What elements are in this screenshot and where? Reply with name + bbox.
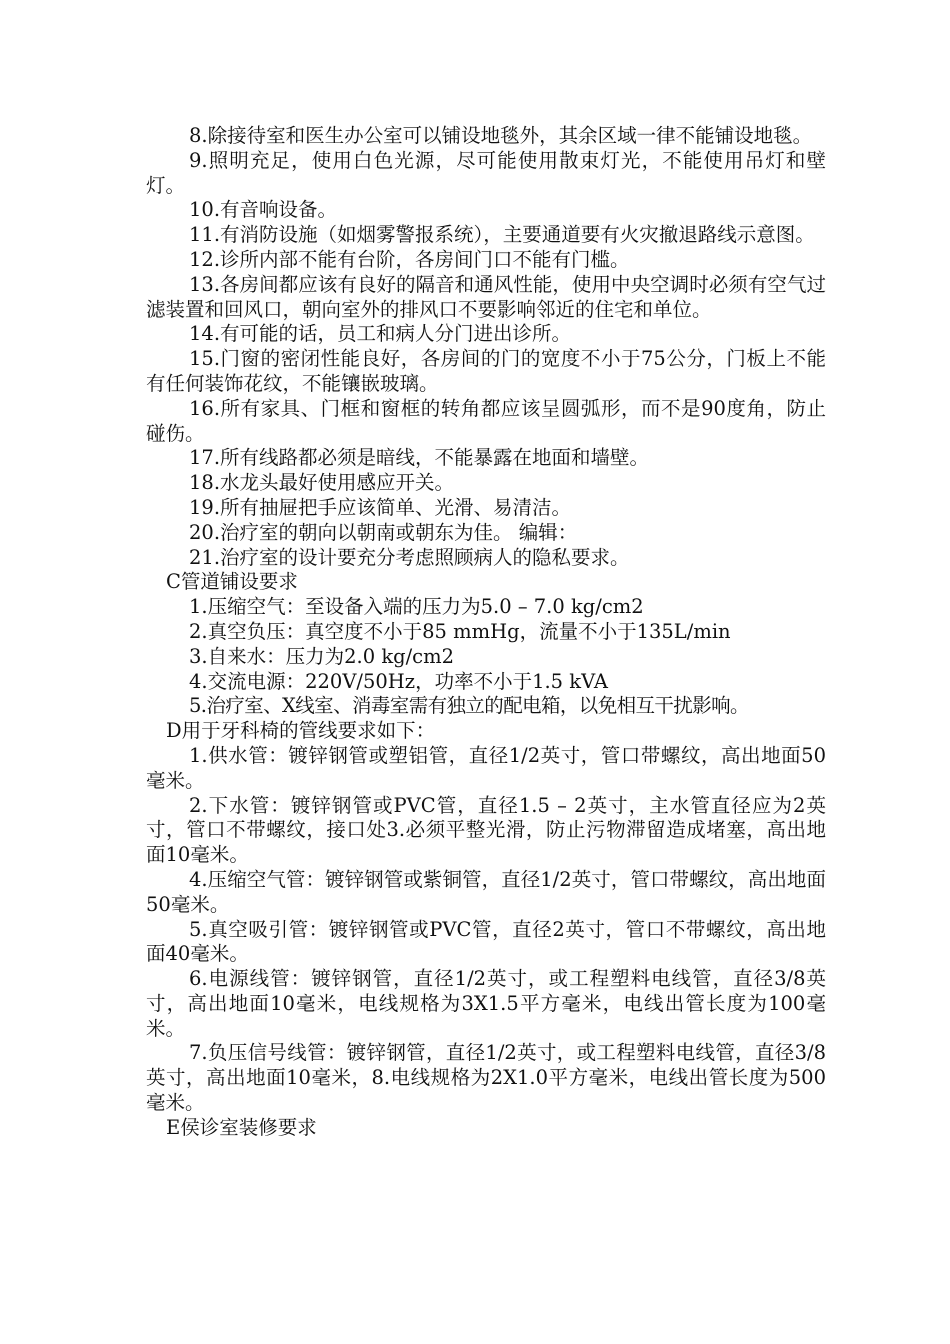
list-item: 18.水龙头最好使用感应开关。 <box>189 471 455 495</box>
list-item: 14.有可能的话，员工和病人分门进出诊所。 <box>189 322 572 346</box>
list-item: 20.治疗室的朝向以朝南或朝东为佳。 编辑： <box>189 520 578 544</box>
list-item: 10.有音响设备。 <box>189 198 338 222</box>
list-item: 5.治疗室、X线室、消毒室需有独立的配电箱，以免相互干扰影响。 <box>189 694 749 718</box>
list-item: 13.各房间都应该有良好的隔音和通风性能，使用中央空调时必须有空气过滤装置和回风口，朝向室外的排风口不要影响邻近的住宅和单位。 <box>146 272 826 321</box>
list-item: 16.所有家具、门框和窗框的转角都应该呈圆弧形，而不是90度角，防止碰伤。 <box>146 396 826 445</box>
list-item: 9.照明充足，使用白色光源，尽可能使用散束灯光，不能使用吊灯和壁灯。 <box>146 148 826 197</box>
list-item: 2.下水管：镀锌钢管或PVC管，直径1.5 – 2英寸，主水管直径应为2英寸，管口不带螺纹，接口处3.必须平整光滑，防止污物滞留造成堵塞，高出地面10毫米。 <box>146 793 826 867</box>
list-item: 1.压缩空气：至设备入端的压力为5.0 – 7.0 kg/cm2 <box>189 595 644 619</box>
list-item: 8.除接待室和医生办公室可以铺设地毯外，其余区域一律不能铺设地毯。 <box>189 124 813 147</box>
list-item: 3.自来水：压力为2.0 kg/cm2 <box>189 644 455 668</box>
list-item: 5.真空吸引管：镀锌钢管或PVC管，直径2英寸，管口不带螺纹，高出地面40毫米。 <box>146 917 826 966</box>
list-item: 17.所有线路都必须是暗线，不能暴露在地面和墙壁。 <box>189 446 650 470</box>
list-item: 1.供水管：镀锌钢管或塑铝管，直径1/2英寸，管口带螺纹，高出地面50毫米。 <box>146 743 826 792</box>
list-item: 15.门窗的密闭性能良好，各房间的门的宽度不小于75公分，门板上不能有任何装饰花纹，不能镶嵌玻璃。 <box>146 347 826 395</box>
list-item: 4.压缩空气管：镀锌钢管或紫铜管，直径1/2英寸，管口带螺纹，高出地面50毫米。 <box>146 867 826 916</box>
section-heading-d: D用于牙科椅的管线要求如下： <box>166 719 436 743</box>
list-item: 2.真空负压：真空度不小于85 mmHg，流量不小于135L/min <box>189 619 731 643</box>
document-page <box>146 124 826 1141</box>
list-item: 4.交流电源：220V/50Hz，功率不小于1.5 kVA <box>189 669 608 693</box>
list-item: 6.电源线管：镀锌钢管，直径1/2英寸，或工程塑料电线管，直径3/8英寸，高出地面10毫米，电线规格为3X1.5平方毫米，电线出管长度为100毫米。 <box>146 967 826 1040</box>
list-item: 7.负压信号线管：镀锌钢管，直径1/2英寸，或工程塑料电线管，直径3/8英寸，高出地面10毫米，8.电线规格为2X1.0平方毫米，电线出管长度为500毫米。 <box>146 1041 826 1115</box>
section-heading-e: E侯诊室装修要求 <box>166 1115 317 1139</box>
list-item: 11.有消防设施（如烟雾警报系统），主要通道要有火灾撤退路线示意图。 <box>189 223 815 247</box>
list-item: 12.诊所内部不能有台阶，各房间门口不能有门槛。 <box>189 247 630 271</box>
section-heading-c: C管道铺设要求 <box>166 570 298 594</box>
list-item: 19.所有抽屉把手应该简单、光滑、易清洁。 <box>189 495 572 519</box>
list-item: 21.治疗室的设计要充分考虑照顾病人的隐私要求。 <box>189 545 630 569</box>
